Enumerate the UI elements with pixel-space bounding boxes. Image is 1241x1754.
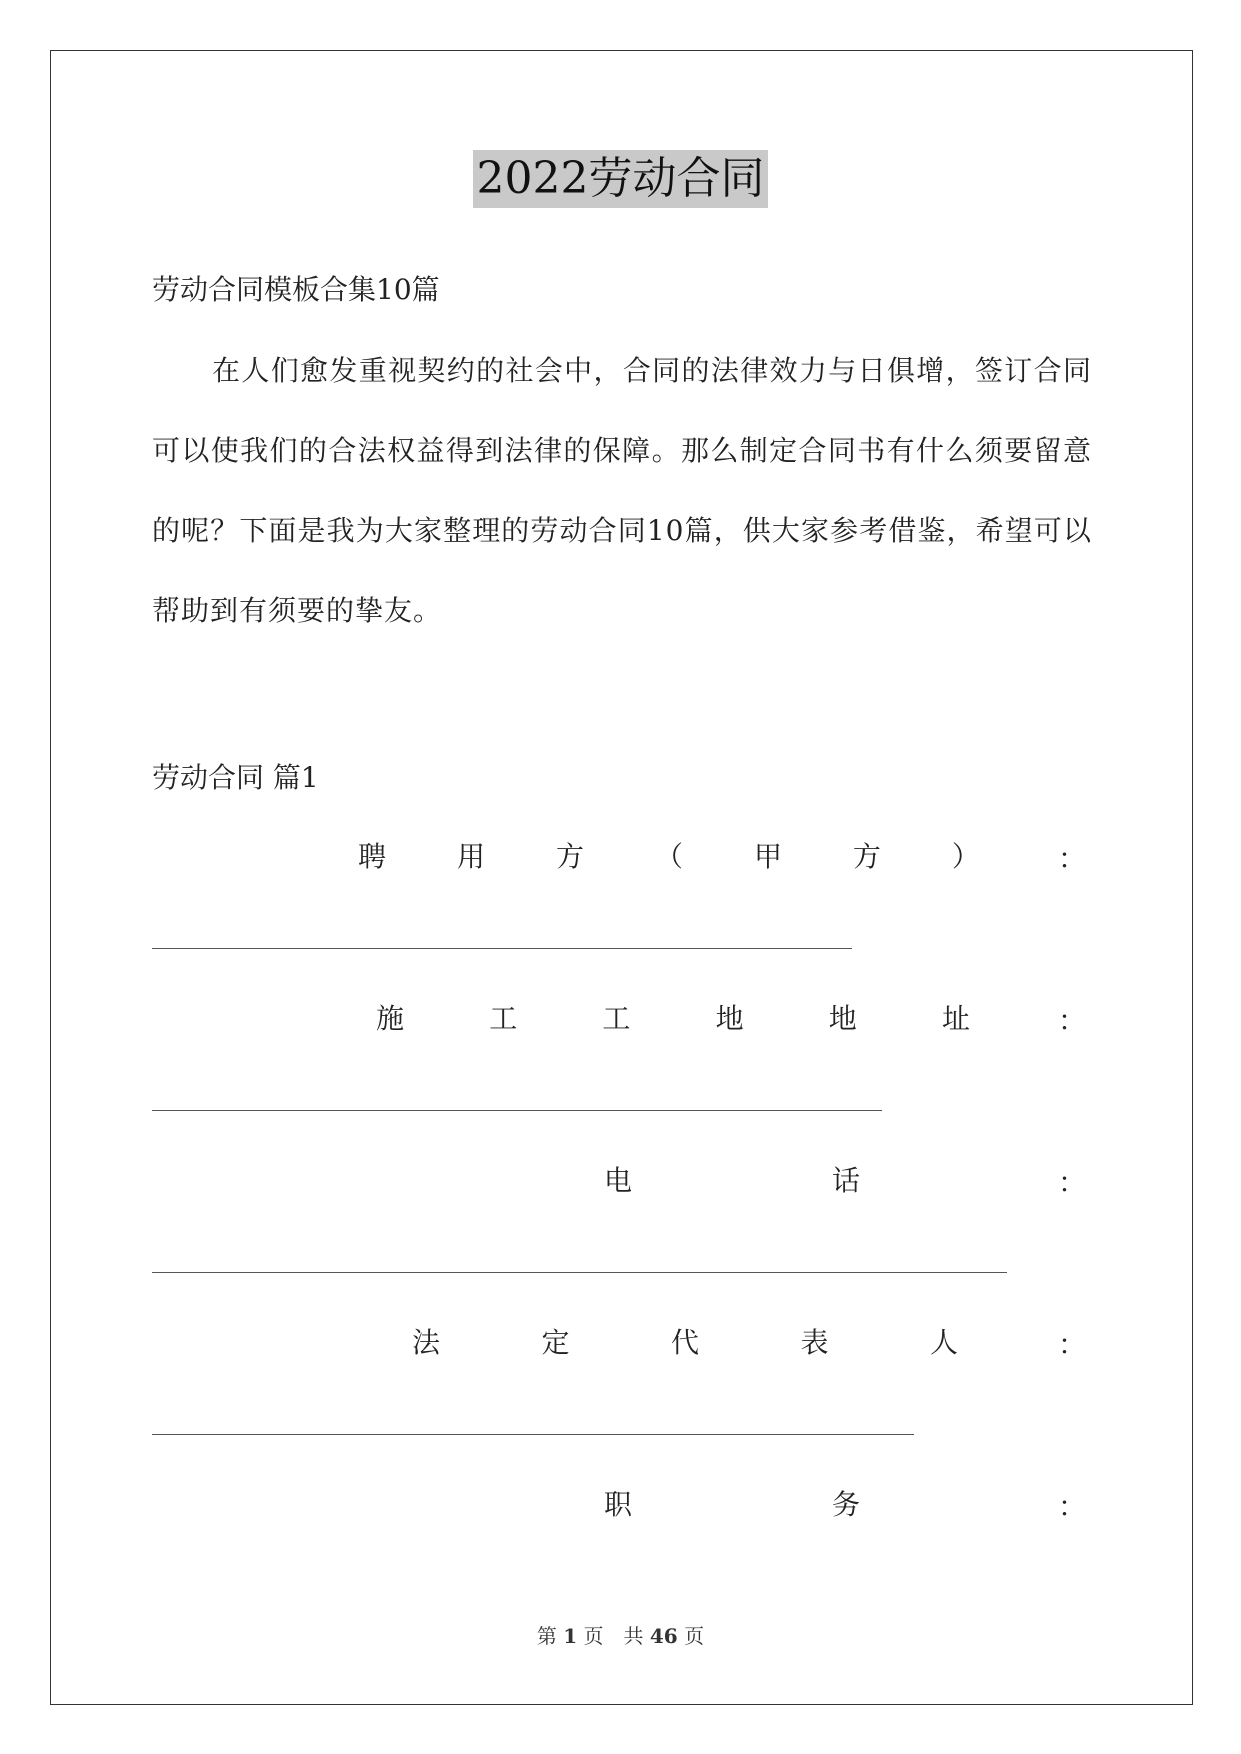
footer-total-pages: 46 <box>649 1624 678 1648</box>
field-char: 定 <box>541 1326 570 1359</box>
field-colon: ： <box>1058 1490 1087 1523</box>
field-char: 地 <box>828 1002 857 1035</box>
field-employer-label <box>358 837 980 877</box>
field-char: 工 <box>489 1002 518 1035</box>
field-char: （ <box>654 840 683 873</box>
field-char: 用 <box>456 840 485 873</box>
field-colon: ： <box>1058 842 1087 875</box>
field-site-address-label <box>376 999 970 1039</box>
blank-line <box>152 1272 1007 1273</box>
footer-prefix: 第 <box>536 1624 557 1648</box>
blank-line <box>152 1434 914 1435</box>
field-colon: ： <box>1058 1166 1087 1199</box>
field-colon: ： <box>1058 1004 1087 1037</box>
section-heading: 劳动合同 篇1 <box>152 761 319 794</box>
title-container <box>0 150 1241 208</box>
footer-page-number: 1 <box>563 1624 578 1648</box>
field-colon: ： <box>1058 1328 1087 1361</box>
field-char: 工 <box>602 1002 631 1035</box>
subtitle: 劳动合同模板合集10篇 <box>152 273 440 306</box>
field-char: 电 <box>604 1164 633 1197</box>
field-char: 务 <box>831 1488 860 1521</box>
footer-suffix: 页 <box>684 1624 705 1648</box>
field-phone-label <box>604 1161 860 1201</box>
field-char: 职 <box>604 1488 633 1521</box>
footer-mid: 页 共 <box>583 1624 644 1648</box>
blank-line <box>152 1110 882 1111</box>
intro-text: 在人们愈发重视契约的社会中，合同的法律效力与日俱增，签订合同可以使我们的合法权益得到法律的保障。那么制定合同书有什么须要留意的呢？下面是我为大家整理的劳动合同10篇，供大家参考借鉴，希望可以帮助到有须要的挚友。 <box>152 354 1092 627</box>
field-char: 代 <box>670 1326 699 1359</box>
field-char: 话 <box>831 1164 860 1197</box>
field-legal-rep-label <box>412 1323 958 1363</box>
field-position-label <box>604 1485 860 1525</box>
field-char: 址 <box>941 1002 970 1035</box>
intro-paragraph <box>152 331 1092 651</box>
field-char: 人 <box>929 1326 958 1359</box>
field-char: 聘 <box>358 840 387 873</box>
field-char: 表 <box>800 1326 829 1359</box>
field-char: 地 <box>715 1002 744 1035</box>
field-char: ） <box>951 840 980 873</box>
field-char: 甲 <box>753 840 782 873</box>
field-char: 方 <box>555 840 584 873</box>
field-char: 方 <box>852 840 881 873</box>
page-footer <box>0 1622 1241 1650</box>
document-title: 2022劳动合同 <box>473 150 769 208</box>
field-char: 法 <box>412 1326 441 1359</box>
blank-line <box>152 948 852 949</box>
field-char: 施 <box>376 1002 405 1035</box>
